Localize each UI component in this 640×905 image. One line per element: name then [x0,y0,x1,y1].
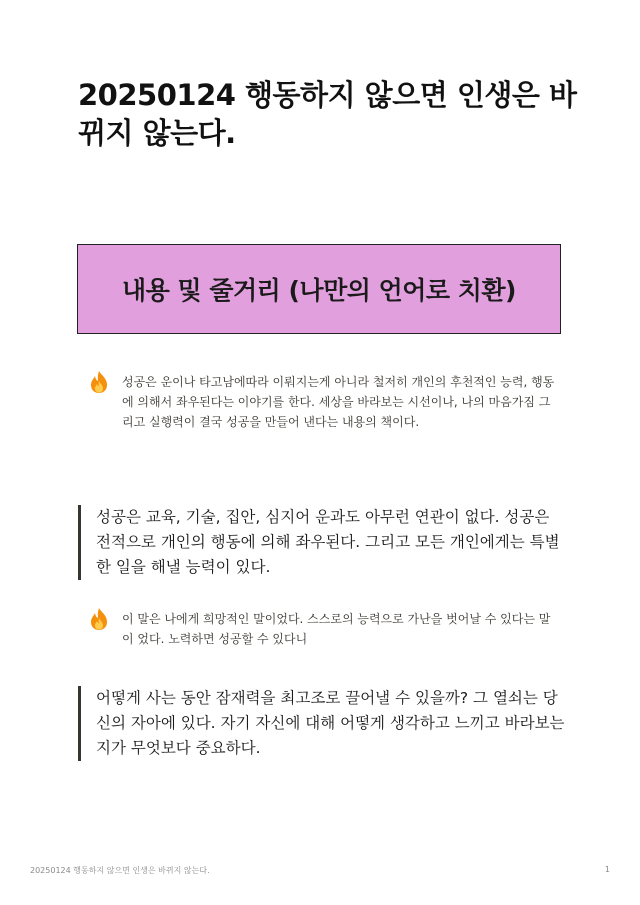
quote-block-1 [78,505,568,580]
callout-2 [88,609,558,649]
callout-1 [88,372,558,432]
quote-block-2 [78,686,568,761]
section-heading-box [77,244,561,334]
callout-1-text: 성공은 운이나 타고남에따라 이뤄지는게 아니라 철저히 개인의 후천적인 능력, 행동에 의해서 좌우된다는 이야기를 한다. 세상을 바라보는 시선이나, 나의 마음가짐 그리고 실행력이 결국 성공을 만들어 낸다는 내용의 책이다. [122,375,555,429]
quote-1-text: 성공은 교육, 기술, 집안, 심지어 운과도 아무런 연관이 없다. 성공은 전적으로 개인의 행동에 의해 좌우된다. 그리고 모든 개인에게는 특별한 일을 해낼 능력이 있다. [96,508,560,576]
quote-2-text: 어떻게 사는 동안 잠재력을 최고조로 끌어낼 수 있을까? 그 열쇠는 당신의 자아에 있다. 자기 자신에 대해 어떻게 생각하고 느끼고 바라보는지가 무엇보다 중요하다. [96,689,565,757]
page-title: 20250124 행동하지 않으면 인생은 바뀌지 않는다. [78,78,577,150]
fire-icon [88,607,112,635]
footer-document-title: 20250124 행동하지 않으면 인생은 바뀌지 않는다. [30,866,210,875]
footer-page-number: 1 [604,865,610,874]
section-heading: 내용 및 줄거리 (나만의 언어로 치환) [122,276,516,305]
fire-icon [88,370,112,398]
callout-2-text: 이 말은 나에게 희망적인 말이었다. 스스로의 능력으로 가난을 벗어날 수 있다는 말이 었다. 노력하면 성공할 수 있다니 [122,612,551,646]
